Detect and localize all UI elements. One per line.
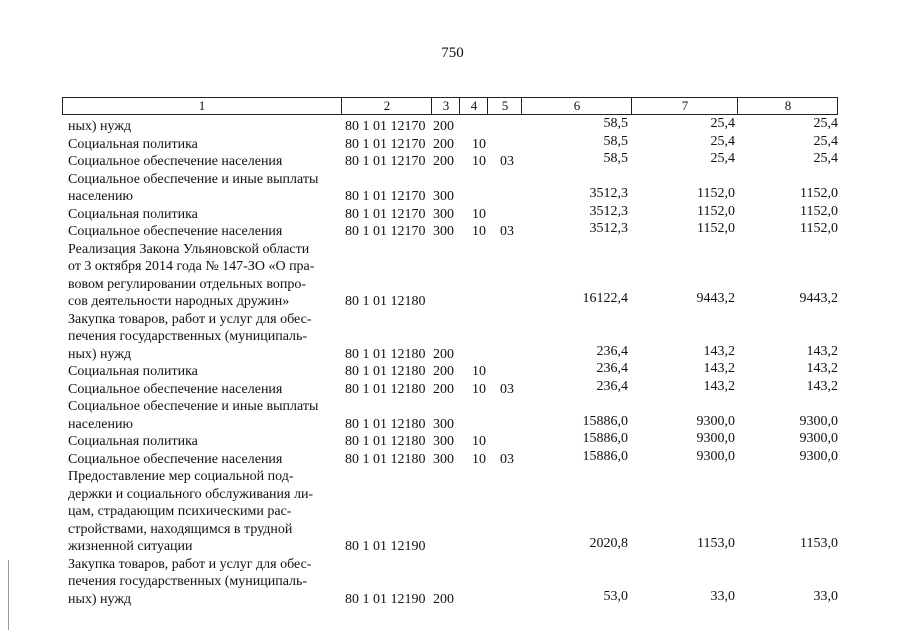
row-value-col8: 1153,0 (800, 536, 838, 551)
row-code: 80 1 01 12180 (345, 294, 426, 309)
row-value-col7: 143,2 (703, 343, 735, 359)
row-value-col8: 9300,0 (799, 431, 838, 446)
table-row (0, 241, 905, 311)
row-code: 80 1 01 12170 (345, 189, 426, 204)
header-col-7: 7 (631, 98, 738, 114)
row-code: 80 1 01 12180 (345, 434, 426, 449)
description-line: жизненной ситуации (68, 539, 193, 554)
description-line: Реализация Закона Ульяновской области (68, 241, 310, 257)
page-number: 750 (441, 45, 464, 61)
description-line: печения государственных (муниципаль- (68, 574, 308, 589)
row-value-col8: 25,4 (813, 116, 838, 131)
row-description (68, 433, 340, 451)
row-value-col7: 9300,0 (696, 448, 735, 464)
row-expense-type: 200 (433, 136, 454, 152)
row-value-col7: 9443,2 (696, 291, 735, 306)
row-value-col8: 143,2 (806, 343, 838, 359)
table-row (0, 311, 905, 364)
row-value-col7: 1152,0 (697, 186, 735, 201)
row-expense-type: 300 (433, 189, 454, 204)
table-row (0, 378, 905, 399)
row-value-col7: 25,4 (710, 116, 735, 131)
row-code: 80 1 01 12180 (345, 364, 426, 379)
row-expense-type: 300 (433, 434, 454, 449)
row-subsection: 03 (500, 451, 514, 467)
description-line: Социальное обеспечение населения (68, 381, 283, 397)
row-description (68, 556, 340, 609)
row-code: 80 1 01 12170 (345, 119, 426, 134)
description-line: Социальная политика (68, 434, 198, 449)
row-value-col8: 1152,0 (800, 186, 838, 201)
row-description (68, 153, 340, 171)
row-value-col6: 58,5 (603, 133, 628, 149)
row-expense-type: 300 (433, 206, 454, 222)
row-code: 80 1 01 12170 (345, 154, 426, 169)
row-code: 80 1 01 12180 (345, 346, 426, 362)
row-value-col6: 53,0 (603, 588, 628, 604)
row-code: 80 1 01 12180 (345, 416, 426, 432)
row-description (68, 468, 340, 556)
row-value-col7: 143,2 (703, 378, 735, 394)
description-line: Социальная политика (68, 206, 198, 222)
row-value-col8: 143,2 (806, 378, 838, 394)
row-section: 10 (472, 381, 486, 397)
row-description (68, 311, 340, 364)
description-line: ных) нужд (68, 591, 132, 607)
row-section: 10 (472, 206, 486, 222)
row-value-col7: 1153,0 (697, 536, 735, 551)
row-value-col8: 33,0 (813, 588, 838, 604)
scan-margin-line (8, 560, 9, 630)
description-line: цам, страдающим психическими рас- (68, 504, 292, 519)
row-value-col8: 9443,2 (799, 291, 838, 306)
row-value-col7: 9300,0 (696, 413, 735, 429)
header-col-4: 4 (459, 98, 488, 114)
row-value-col6: 15886,0 (582, 448, 628, 464)
row-subsection: 03 (500, 224, 514, 239)
row-value-col8: 25,4 (813, 133, 838, 149)
row-value-col6: 58,5 (603, 151, 628, 166)
row-value-col6: 16122,4 (582, 291, 628, 306)
row-description (68, 451, 340, 469)
table-row (0, 223, 905, 241)
row-description (68, 363, 340, 381)
description-line: Социальная политика (68, 364, 198, 379)
row-expense-type: 300 (433, 224, 454, 239)
header-col-6: 6 (521, 98, 632, 114)
description-line: населению (68, 189, 133, 204)
row-value-col7: 33,0 (710, 588, 735, 604)
row-section: 10 (472, 154, 486, 169)
header-col-1: 1 (198, 98, 206, 113)
row-value-col7: 25,4 (710, 151, 735, 166)
description-line: держки и социального обслуживания ли- (68, 486, 314, 502)
row-value-col6: 2020,8 (589, 536, 628, 551)
row-expense-type: 200 (433, 119, 454, 134)
description-line: Социальное обеспечение населения (68, 154, 283, 169)
row-description (68, 223, 340, 241)
row-value-col7: 25,4 (710, 133, 735, 149)
table-row (0, 556, 905, 609)
row-code: 80 1 01 12190 (345, 591, 426, 607)
row-value-col6: 3512,3 (589, 221, 628, 236)
table-row (0, 468, 905, 556)
table-row (0, 171, 905, 206)
row-code: 80 1 01 12180 (345, 381, 426, 397)
row-value-col6: 236,4 (596, 361, 628, 376)
description-line: Предоставление мер социальной под- (68, 469, 294, 484)
description-line: Социальное обеспечение и иные выплаты (68, 171, 319, 187)
row-value-col7: 1152,0 (697, 221, 735, 236)
table-row (0, 153, 905, 171)
row-code: 80 1 01 12170 (345, 136, 426, 152)
header-col-3: 3 (431, 98, 460, 114)
row-value-col6: 15886,0 (582, 413, 628, 429)
row-expense-type: 200 (433, 591, 454, 607)
description-line: сов деятельности народных дружин» (68, 294, 290, 309)
row-code: 80 1 01 12170 (345, 206, 426, 222)
description-line: ных) нужд (68, 119, 132, 134)
row-description (68, 241, 340, 311)
row-description (68, 398, 340, 433)
row-section: 10 (472, 136, 486, 152)
row-section: 10 (472, 434, 486, 449)
row-value-col7: 1152,0 (697, 203, 735, 219)
row-value-col8: 9300,0 (799, 413, 838, 429)
row-value-col7: 143,2 (703, 361, 735, 376)
row-code: 80 1 01 12170 (345, 224, 426, 239)
description-line: Социальное обеспечение и иные выплаты (68, 399, 319, 414)
row-expense-type: 300 (433, 451, 454, 467)
row-section: 10 (472, 224, 486, 239)
description-line: от 3 октября 2014 года № 147-ЗО «О пра- (68, 259, 315, 274)
row-value-col8: 143,2 (806, 361, 838, 376)
row-section: 10 (472, 451, 486, 467)
row-description (68, 206, 340, 224)
row-value-col6: 236,4 (596, 343, 628, 359)
header-col-2: 2 (341, 98, 432, 114)
row-value-col8: 25,4 (813, 151, 838, 166)
header-col-8: 8 (737, 98, 838, 114)
header-col-5: 5 (487, 98, 522, 114)
row-value-col8: 9300,0 (799, 448, 838, 464)
row-code: 80 1 01 12180 (345, 451, 426, 467)
description-line: стройствами, находящимся в трудной (68, 521, 293, 537)
row-value-col8: 1152,0 (800, 203, 838, 219)
row-description (68, 381, 340, 399)
table-row (0, 448, 905, 469)
description-line: Закупка товаров, работ и услуг для обес- (68, 311, 312, 327)
row-value-col6: 236,4 (596, 378, 628, 394)
row-value-col6: 3512,3 (589, 203, 628, 219)
row-description (68, 136, 340, 154)
row-expense-type: 200 (433, 346, 454, 362)
row-description (68, 171, 340, 206)
row-value-col7: 9300,0 (696, 431, 735, 446)
row-description (68, 118, 340, 136)
description-line: населению (68, 416, 133, 432)
row-expense-type: 200 (433, 364, 454, 379)
row-expense-type: 300 (433, 416, 454, 432)
row-value-col8: 1152,0 (800, 221, 838, 236)
description-line: Социальная политика (68, 136, 198, 152)
row-value-col6: 58,5 (603, 116, 628, 131)
row-subsection: 03 (500, 381, 514, 397)
description-line: вовом регулировании отдельных вопро- (68, 276, 307, 292)
row-value-col6: 3512,3 (589, 186, 628, 201)
description-line: печения государственных (муниципаль- (68, 329, 308, 344)
table-header (62, 97, 838, 115)
row-section: 10 (472, 364, 486, 379)
description-line: Закупка товаров, работ и услуг для обес- (68, 556, 312, 572)
row-subsection: 03 (500, 154, 514, 169)
description-line: Социальное обеспечение населения (68, 224, 283, 239)
row-expense-type: 200 (433, 154, 454, 169)
table-row (0, 398, 905, 433)
row-expense-type: 200 (433, 381, 454, 397)
row-value-col6: 15886,0 (582, 431, 628, 446)
description-line: ных) нужд (68, 346, 132, 362)
description-line: Социальное обеспечение населения (68, 451, 283, 467)
row-code: 80 1 01 12190 (345, 539, 426, 554)
